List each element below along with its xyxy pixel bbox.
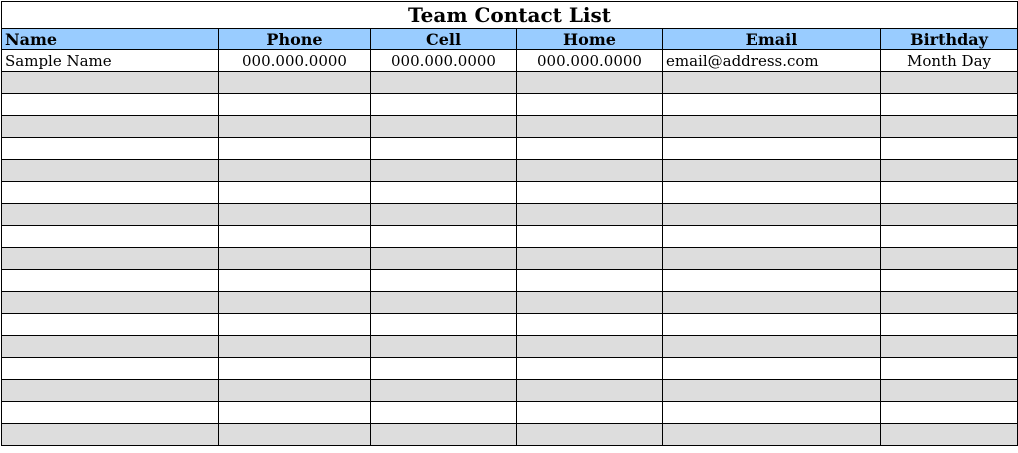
table-row (2, 72, 1018, 94)
cell-cell[interactable] (371, 138, 517, 160)
cell-email[interactable] (663, 182, 881, 204)
cell-birthday[interactable] (881, 248, 1018, 270)
cell-name[interactable] (2, 358, 219, 380)
cell-cell[interactable] (371, 160, 517, 182)
cell-email[interactable] (663, 358, 881, 380)
cell-birthday[interactable] (881, 314, 1018, 336)
cell-phone[interactable] (219, 72, 371, 94)
cell-birthday[interactable] (881, 160, 1018, 182)
header-birthday[interactable]: Birthday (881, 29, 1018, 50)
table-row (2, 358, 1018, 380)
header-phone[interactable]: Phone (219, 29, 371, 50)
cell-cell[interactable] (371, 424, 517, 446)
cell-cell[interactable] (371, 380, 517, 402)
cell-name[interactable] (2, 336, 219, 358)
cell-home[interactable]: 000.000.0000 (517, 50, 663, 72)
cell-home[interactable] (517, 160, 663, 182)
cell-cell[interactable] (371, 402, 517, 424)
cell-email[interactable] (663, 402, 881, 424)
cell-cell[interactable]: 000.000.0000 (371, 50, 517, 72)
cell-home[interactable] (517, 292, 663, 314)
cell-phone[interactable] (219, 94, 371, 116)
cell-phone[interactable] (219, 380, 371, 402)
cell-cell[interactable] (371, 248, 517, 270)
cell-name[interactable] (2, 160, 219, 182)
cell-birthday[interactable] (881, 358, 1018, 380)
cell-birthday[interactable] (881, 204, 1018, 226)
cell-name[interactable] (2, 248, 219, 270)
cell-name[interactable] (2, 226, 219, 248)
cell-name[interactable] (2, 292, 219, 314)
cell-name[interactable] (2, 270, 219, 292)
cell-birthday[interactable] (881, 116, 1018, 138)
cell-phone[interactable] (219, 336, 371, 358)
cell-birthday[interactable] (881, 380, 1018, 402)
cell-home[interactable] (517, 182, 663, 204)
cell-home[interactable] (517, 72, 663, 94)
header-row (2, 29, 1018, 50)
cell-home[interactable] (517, 94, 663, 116)
table-row (2, 204, 1018, 226)
cell-phone[interactable] (219, 116, 371, 138)
header-cell[interactable]: Cell (371, 29, 517, 50)
cell-home[interactable] (517, 402, 663, 424)
cell-home[interactable] (517, 248, 663, 270)
table-row (2, 138, 1018, 160)
table-row (2, 226, 1018, 248)
cell-email[interactable] (663, 160, 881, 182)
cell-email[interactable] (663, 116, 881, 138)
table-row-sample (2, 50, 1018, 72)
table-row (2, 248, 1018, 270)
cell-phone[interactable] (219, 292, 371, 314)
cell-phone[interactable] (219, 160, 371, 182)
cell-birthday[interactable] (881, 72, 1018, 94)
contact-sheet (1, 1, 1017, 446)
cell-home[interactable] (517, 138, 663, 160)
cell-email[interactable] (663, 72, 881, 94)
cell-name[interactable] (2, 424, 219, 446)
cell-name[interactable] (2, 204, 219, 226)
cell-name[interactable] (2, 314, 219, 336)
cell-email[interactable] (663, 380, 881, 402)
cell-email[interactable]: email@address.com (663, 50, 881, 72)
cell-cell[interactable] (371, 116, 517, 138)
cell-birthday[interactable] (881, 226, 1018, 248)
cell-name[interactable]: Sample Name (2, 50, 219, 72)
cell-phone[interactable]: 000.000.0000 (219, 50, 371, 72)
cell-birthday[interactable] (881, 336, 1018, 358)
cell-cell[interactable] (371, 94, 517, 116)
table-row (2, 94, 1018, 116)
header-name[interactable]: Name (2, 29, 219, 50)
cell-email[interactable] (663, 292, 881, 314)
cell-name[interactable] (2, 402, 219, 424)
cell-home[interactable] (517, 380, 663, 402)
cell-birthday[interactable] (881, 424, 1018, 446)
cell-home[interactable] (517, 226, 663, 248)
cell-cell[interactable] (371, 270, 517, 292)
table-row (2, 160, 1018, 182)
cell-phone[interactable] (219, 138, 371, 160)
cell-email[interactable] (663, 138, 881, 160)
table-row (2, 182, 1018, 204)
cell-home[interactable] (517, 314, 663, 336)
cell-email[interactable] (663, 314, 881, 336)
cell-name[interactable] (2, 182, 219, 204)
cell-cell[interactable] (371, 226, 517, 248)
cell-name[interactable] (2, 72, 219, 94)
cell-birthday[interactable] (881, 94, 1018, 116)
cell-home[interactable] (517, 270, 663, 292)
sheet-title[interactable]: Team Contact List (2, 2, 1018, 29)
cell-birthday[interactable] (881, 270, 1018, 292)
cell-phone[interactable] (219, 270, 371, 292)
cell-home[interactable] (517, 204, 663, 226)
cell-cell[interactable] (371, 292, 517, 314)
table-row (2, 314, 1018, 336)
cell-email[interactable] (663, 94, 881, 116)
title-row (2, 2, 1018, 29)
table-row (2, 380, 1018, 402)
cell-cell[interactable] (371, 358, 517, 380)
cell-phone[interactable] (219, 182, 371, 204)
cell-cell[interactable] (371, 336, 517, 358)
cell-name[interactable] (2, 138, 219, 160)
cell-email[interactable] (663, 270, 881, 292)
cell-home[interactable] (517, 336, 663, 358)
cell-email[interactable] (663, 226, 881, 248)
cell-birthday[interactable] (881, 402, 1018, 424)
cell-phone[interactable] (219, 226, 371, 248)
header-home[interactable]: Home (517, 29, 663, 50)
cell-cell[interactable] (371, 204, 517, 226)
cell-phone[interactable] (219, 204, 371, 226)
cell-name[interactable] (2, 116, 219, 138)
cell-email[interactable] (663, 424, 881, 446)
cell-email[interactable] (663, 248, 881, 270)
cell-name[interactable] (2, 380, 219, 402)
table-row (2, 116, 1018, 138)
cell-home[interactable] (517, 424, 663, 446)
cell-phone[interactable] (219, 358, 371, 380)
table-row (2, 402, 1018, 424)
cell-birthday[interactable]: Month Day (881, 50, 1018, 72)
cell-phone[interactable] (219, 402, 371, 424)
table-row (2, 424, 1018, 446)
contact-table (1, 1, 1018, 446)
cell-phone[interactable] (219, 248, 371, 270)
cell-email[interactable] (663, 204, 881, 226)
cell-phone[interactable] (219, 314, 371, 336)
cell-home[interactable] (517, 116, 663, 138)
cell-home[interactable] (517, 358, 663, 380)
cell-cell[interactable] (371, 72, 517, 94)
cell-cell[interactable] (371, 182, 517, 204)
table-row (2, 336, 1018, 358)
table-row (2, 292, 1018, 314)
cell-birthday[interactable] (881, 292, 1018, 314)
header-email[interactable]: Email (663, 29, 881, 50)
cell-birthday[interactable] (881, 138, 1018, 160)
cell-birthday[interactable] (881, 182, 1018, 204)
table-row (2, 270, 1018, 292)
cell-phone[interactable] (219, 424, 371, 446)
cell-email[interactable] (663, 336, 881, 358)
cell-name[interactable] (2, 94, 219, 116)
cell-cell[interactable] (371, 314, 517, 336)
